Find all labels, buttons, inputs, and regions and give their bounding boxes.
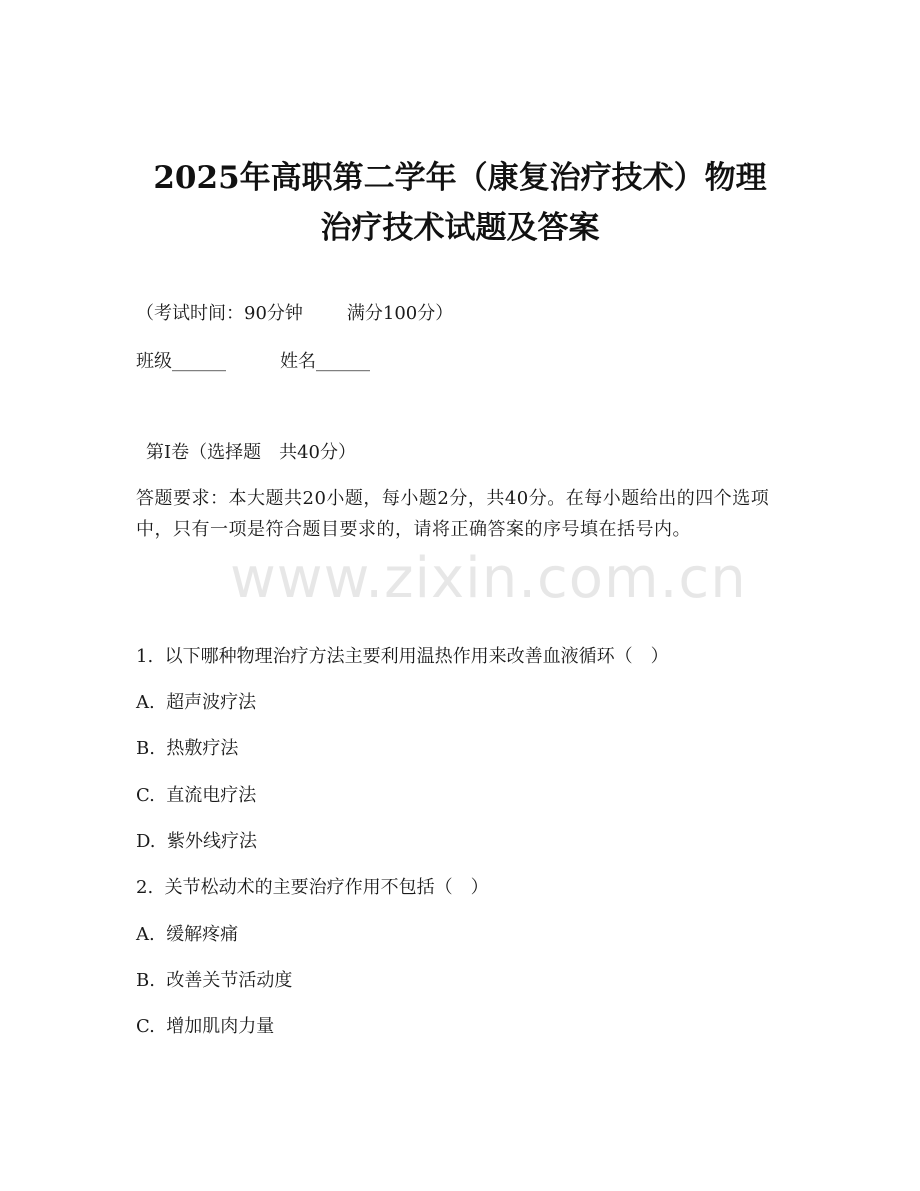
exam-time: （考试时间：90分钟 <box>136 303 303 324</box>
question-1-stem: 1. 以下哪种物理治疗方法主要利用温热作用来改善血液循环（ ） <box>136 646 669 667</box>
document-title-line-1: 2025年高职第二学年（康复治疗技术）物理 <box>153 160 767 196</box>
question-1-option-a: A. 超声波疗法 <box>136 692 257 713</box>
name-field: 姓名______ <box>280 351 370 372</box>
student-info <box>136 348 370 376</box>
exam-info <box>136 300 453 328</box>
question-2-option-c: C. 增加肌肉力量 <box>136 1016 275 1037</box>
question-1-option-d: D. 紫外线疗法 <box>136 831 257 852</box>
question-1-option-b: B. 热敷疗法 <box>136 738 239 759</box>
question-2-option-b: B. 改善关节活动度 <box>136 970 293 991</box>
watermark: www.zixin.com.cn <box>230 546 747 611</box>
question-2-option-a: A. 缓解疼痛 <box>136 924 239 945</box>
class-field: 班级______ <box>136 351 226 372</box>
question-2-stem: 2. 关节松动术的主要治疗作用不包括（ ） <box>136 877 489 898</box>
section-title: 第I卷（选择题 共40分） <box>146 442 357 463</box>
question-1-option-c: C. 直流电疗法 <box>136 785 257 806</box>
instructions: 答题要求：本大题共20小题，每小题2分，共40分。在每小题给出的四个选项中，只有一项是符合题目要求的，请将正确答案的序号填在括号内。 <box>136 488 770 540</box>
exam-full-score: 满分100分） <box>346 303 454 324</box>
document-title-line-2: 治疗技术试题及答案 <box>320 210 600 246</box>
